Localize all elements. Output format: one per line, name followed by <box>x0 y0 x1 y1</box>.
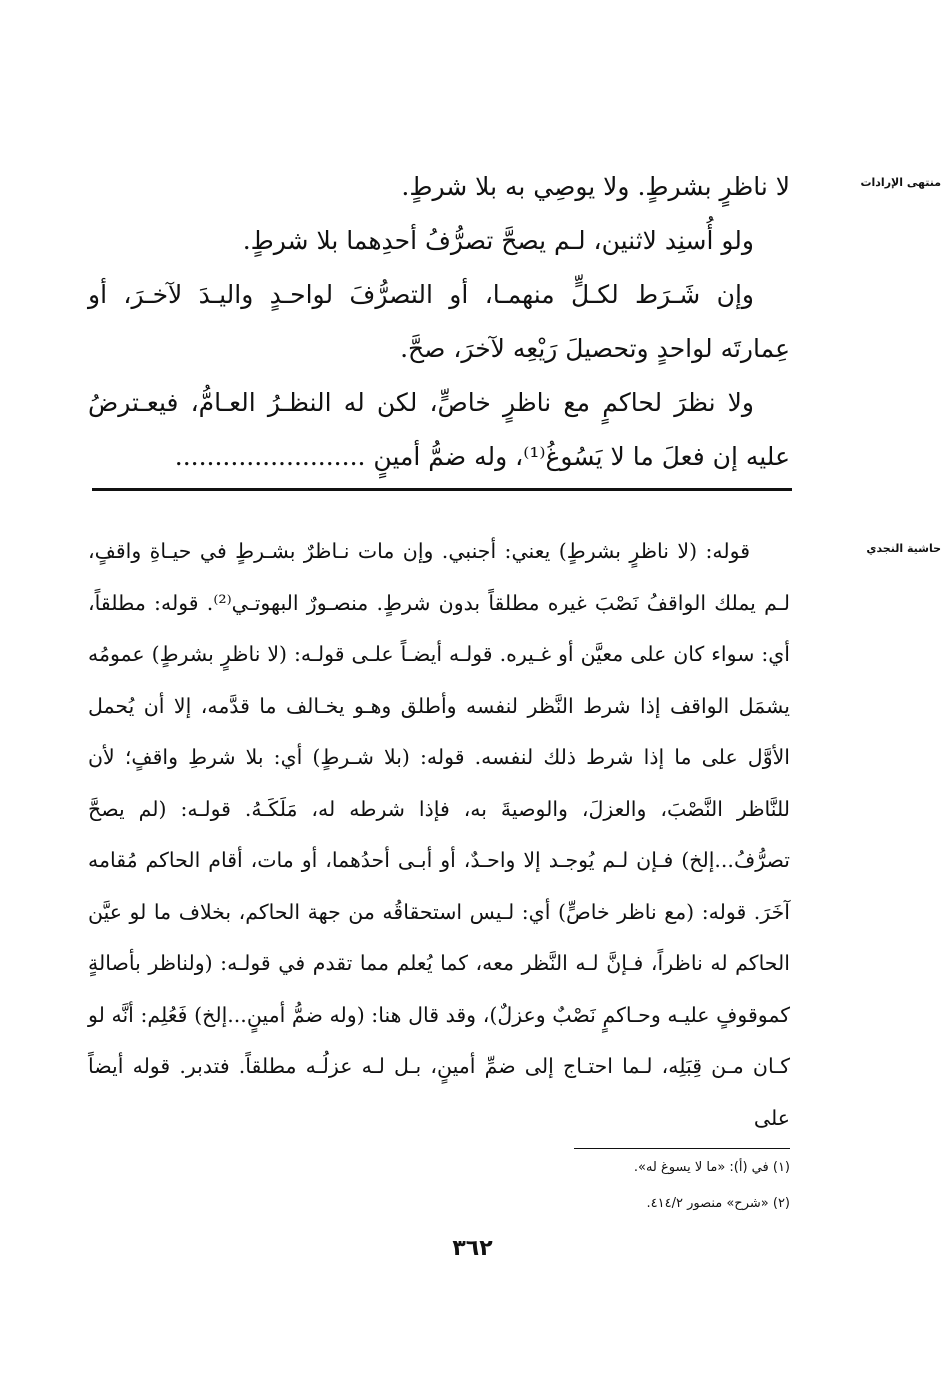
commentary-text: قوله: (لا ناظرٍ بشرطٍ) يعني: أجنبي. وإن مات نـاظرٌ بشـرطٍ في حيـاةِ واقفٍ، لـم يملك الواقفُ نَصْبَ غيره مطلقاً بدون شرطٍ. منصـورٌ البهوتـي⁽²⁾. قوله: مطلقاً، أي: سواء كان على معيَّن أو غـيره. قولـه أيضـاً علـى قولـه: (لا ناظرٍ بشرطٍ) عمومُه يشمَل الواقف إذا شرط النَّظر لنفسه وأطلق وهـو يخـالف ما قدَّمه، إلا أن يُحمل الأوَّل على ما إذا شرط ذلك لنفسه. قوله: (بلا شـرطٍ) أي: بلا شرطِ واقفٍ؛ لأن للنَّاظر النَّصْبَ، والعزلَ، والوصيةَ به، فإذا شرطه له، مَلَكَـهُ. قولـه: (لم يصحَّ تصرُّفُ...إلخ) فـإن لـم يُوجـد إلا واحـدٌ، أو أبـى أحدُهما، أو مات، أقام الحاكم مُقامه آخَرَ. قوله: (مع ناظر خاصٍّ) أي: لـيس استحقاقُه من جهة الحاكم، بخلاف ما لو عيَّن الحاكم له ناظراً، فـإنَّ لـه النَّظر معه، كما يُعلم مما تقدم في قولـه: (ولناظر بأصالةٍ كموقوفٍ عليـه وحـاكمٍ نَصْبٌ وعزلٌ)، وقد قال هنا: (وله ضمُّ أمينٍ...إلخ) فَعُلِم: أنَّه لو كـان مـن قِبَلِه، لـما احتـاج إلى ضمِّ أمينٍ، بـل لـه عزلُـه مطلقاً. فتدبر. قوله أيضاً على <box>88 539 790 1130</box>
side-label-commentary: حاشية النجدي <box>866 542 941 555</box>
footnote-1: (١) في (أ): «ما لا يسوغ له». <box>633 1160 790 1175</box>
main-paragraph: ولو أُسنِد لاثنين، لـم يصحَّ تصرُّفُ أحدِهما بلا شرطٍ. <box>242 226 754 255</box>
main-paragraph: لا ناظرٍ بشرطٍ. ولا يوصِي به بلا شرطٍ. <box>401 172 790 201</box>
main-text <box>88 160 790 484</box>
main-paragraph: وإن شَـرَط لكـلٍّ منهمـا، أو التصرُّفَ لواحـدٍ واليـدَ لآخـرَ، أو عِمارتَه لواحدٍ وتحصيلَ رَيْعِه لآخرَ، صحَّ. <box>88 280 790 363</box>
footnote-2: (٢) «شرح» منصور ٤١٤/٢. <box>646 1196 790 1211</box>
section-divider <box>92 488 792 491</box>
footnote-divider <box>574 1148 790 1149</box>
main-paragraph: ولا نظرَ لحاكمٍ مع ناظرٍ خاصٍّ، لكن له النظـرُ العـامُّ، فيعـترضُ عليه إن فعلَ ما لا يَسُوغُ⁽¹⁾، وله ضمُّ أمينٍ ........................ <box>88 388 790 471</box>
side-label-source: منتهى الإرادات <box>860 176 941 189</box>
page-number: ٣٦٢ <box>452 1236 493 1261</box>
footnotes <box>230 1150 790 1222</box>
